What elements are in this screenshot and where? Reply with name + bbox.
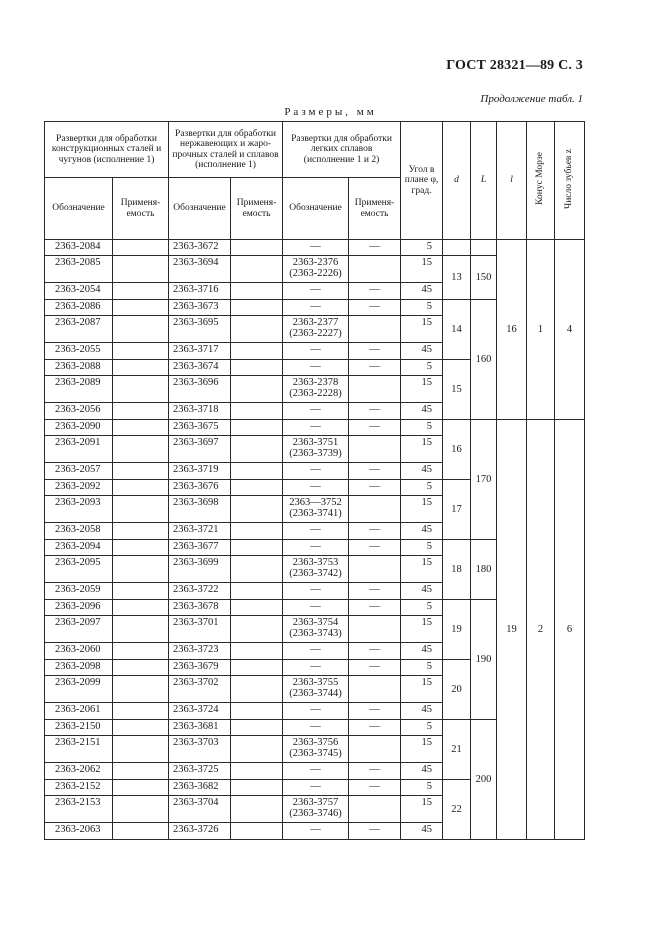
L-value-cell: 200 (471, 720, 497, 840)
morse-taper-header (527, 122, 555, 240)
applicability-structural-cell (113, 720, 169, 736)
designation-light-alloy-cell (283, 583, 349, 600)
angle-cell: 45 (401, 343, 443, 360)
designation-light-alloy: 2363-3754 (292, 617, 339, 628)
designation-light-alloy: — (310, 661, 321, 672)
designation-structural-cell: 2363-2062 (45, 763, 113, 780)
applicability-stainless-cell (231, 343, 283, 360)
applicability-structural-cell (113, 480, 169, 496)
sub-header-designation-1: Обозначение (45, 178, 113, 240)
applicability-light-alloy-cell: — (349, 720, 401, 736)
applicability-stainless-cell (231, 496, 283, 523)
designation-structural-cell: 2363-2061 (45, 703, 113, 720)
d-value-cell: 14 (443, 300, 471, 360)
applicability-stainless-cell (231, 256, 283, 283)
d-value-cell: 22 (443, 780, 471, 840)
applicability-light-alloy-cell (349, 616, 401, 643)
applicability-stainless-cell (231, 480, 283, 496)
applicability-light-alloy-cell: — (349, 283, 401, 300)
applicability-structural-cell (113, 300, 169, 316)
L-value-cell: 180 (471, 540, 497, 600)
designation-light-alloy-cell (283, 436, 349, 463)
angle-cell: 45 (401, 823, 443, 840)
angle-cell: 15 (401, 796, 443, 823)
designation-light-alloy: — (310, 404, 321, 415)
angle-cell: 45 (401, 403, 443, 420)
angle-cell: 45 (401, 523, 443, 540)
applicability-structural-cell (113, 496, 169, 523)
d-header: d (443, 122, 471, 240)
designation-stainless-cell: 2363-3676 (169, 480, 231, 496)
applicability-light-alloy-cell: — (349, 403, 401, 420)
group-header-stainless-steel: Развертки для обработки нержавеющих и жаро-прочных сталей и сплавов (исполнение 1) (169, 122, 283, 178)
designation-stainless-cell: 2363-3726 (169, 823, 231, 840)
designation-stainless-cell: 2363-3702 (169, 676, 231, 703)
designation-light-alloy-cell (283, 283, 349, 300)
designation-light-alloy: — (310, 361, 321, 372)
angle-cell: 5 (401, 720, 443, 736)
table-row (45, 420, 585, 436)
designation-stainless-cell: 2363-3698 (169, 496, 231, 523)
designation-light-alloy: 2363-3757 (292, 797, 339, 808)
angle-cell: 5 (401, 540, 443, 556)
applicability-stainless-cell (231, 240, 283, 256)
applicability-light-alloy-cell (349, 676, 401, 703)
dimensions-caption: Размеры, мм (284, 106, 377, 118)
designation-light-alloy-cell (283, 660, 349, 676)
designation-light-alloy: — (310, 584, 321, 595)
designation-stainless-cell: 2363-3696 (169, 376, 231, 403)
designation-light-alloy-alt: (2363-3741) (289, 508, 342, 519)
designation-stainless-cell: 2363-3694 (169, 256, 231, 283)
designation-light-alloy-alt: (2363-3739) (289, 448, 342, 459)
applicability-stainless-cell (231, 660, 283, 676)
angle-cell: 15 (401, 736, 443, 763)
applicability-structural-cell (113, 643, 169, 660)
angle-cell: 5 (401, 420, 443, 436)
L-value-cell: 170 (471, 420, 497, 540)
designation-stainless-cell: 2363-3675 (169, 420, 231, 436)
designation-light-alloy-cell (283, 523, 349, 540)
L-empty-cell (471, 240, 497, 256)
L-value-cell: 190 (471, 600, 497, 720)
designation-stainless-cell: 2363-3718 (169, 403, 231, 420)
designation-light-alloy-alt: (2363-3746) (289, 808, 342, 819)
morse-taper-cell: 2 (527, 420, 555, 840)
applicability-structural-cell (113, 616, 169, 643)
applicability-stainless-cell (231, 300, 283, 316)
designation-light-alloy-alt: (2363-2226) (289, 268, 342, 279)
designation-light-alloy-cell (283, 300, 349, 316)
designation-structural-cell: 2363-2151 (45, 736, 113, 763)
designation-structural-cell: 2363-2090 (45, 420, 113, 436)
designation-light-alloy-cell (283, 256, 349, 283)
designation-light-alloy: — (310, 344, 321, 355)
applicability-structural-cell (113, 823, 169, 840)
designation-structural-cell: 2363-2095 (45, 556, 113, 583)
applicability-light-alloy-cell: — (349, 420, 401, 436)
applicability-structural-cell (113, 360, 169, 376)
angle-cell: 15 (401, 556, 443, 583)
L-header: L (471, 122, 497, 240)
designation-light-alloy-cell (283, 720, 349, 736)
d-value-cell: 16 (443, 420, 471, 480)
designation-structural-cell: 2363-2086 (45, 300, 113, 316)
designation-light-alloy: 2363-3753 (292, 557, 339, 568)
angle-cell: 15 (401, 496, 443, 523)
d-value-cell: 18 (443, 540, 471, 600)
angle-cell: 5 (401, 600, 443, 616)
applicability-light-alloy-cell: — (349, 660, 401, 676)
designation-light-alloy-cell (283, 360, 349, 376)
designation-light-alloy-cell (283, 376, 349, 403)
angle-cell: 15 (401, 256, 443, 283)
angle-header: Угол в плане φ, град. (401, 122, 443, 240)
designation-light-alloy-cell (283, 240, 349, 256)
designation-stainless-cell: 2363-3725 (169, 763, 231, 780)
designation-structural-cell: 2363-2092 (45, 480, 113, 496)
applicability-light-alloy-cell: — (349, 643, 401, 660)
designation-structural-cell: 2363-2152 (45, 780, 113, 796)
designation-light-alloy: — (310, 644, 321, 655)
applicability-light-alloy-cell (349, 736, 401, 763)
applicability-structural-cell (113, 796, 169, 823)
designation-light-alloy: 2363—3752 (289, 497, 342, 508)
designation-light-alloy-cell (283, 703, 349, 720)
designation-light-alloy: 2363-3751 (292, 437, 339, 448)
applicability-stainless-cell (231, 736, 283, 763)
applicability-structural-cell (113, 676, 169, 703)
designation-light-alloy: — (310, 421, 321, 432)
designation-light-alloy-cell (283, 316, 349, 343)
teeth-count-header-text: Число зубьев z (564, 148, 575, 209)
designation-light-alloy-cell (283, 736, 349, 763)
d-value-cell: 20 (443, 660, 471, 720)
designation-light-alloy-cell (283, 600, 349, 616)
applicability-structural-cell (113, 780, 169, 796)
applicability-stainless-cell (231, 523, 283, 540)
designation-light-alloy-alt: (2363-3742) (289, 568, 342, 579)
applicability-stainless-cell (231, 540, 283, 556)
designation-light-alloy-cell (283, 540, 349, 556)
designation-stainless-cell: 2363-3701 (169, 616, 231, 643)
d-value-cell: 21 (443, 720, 471, 780)
applicability-structural-cell (113, 316, 169, 343)
applicability-structural-cell (113, 763, 169, 780)
designation-light-alloy-cell (283, 463, 349, 480)
applicability-light-alloy-cell (349, 256, 401, 283)
designation-stainless-cell: 2363-3673 (169, 300, 231, 316)
designation-stainless-cell: 2363-3699 (169, 556, 231, 583)
angle-cell: 5 (401, 780, 443, 796)
applicability-structural-cell (113, 600, 169, 616)
applicability-light-alloy-cell (349, 796, 401, 823)
applicability-stainless-cell (231, 420, 283, 436)
designation-stainless-cell: 2363-3674 (169, 360, 231, 376)
applicability-light-alloy-cell (349, 316, 401, 343)
applicability-stainless-cell (231, 616, 283, 643)
designation-structural-cell: 2363-2085 (45, 256, 113, 283)
designation-light-alloy: — (310, 764, 321, 775)
designation-light-alloy-cell (283, 343, 349, 360)
designation-structural-cell: 2363-2058 (45, 523, 113, 540)
applicability-stainless-cell (231, 676, 283, 703)
applicability-structural-cell (113, 736, 169, 763)
designation-stainless-cell: 2363-3697 (169, 436, 231, 463)
applicability-structural-cell (113, 660, 169, 676)
designation-stainless-cell: 2363-3722 (169, 583, 231, 600)
designation-structural-cell: 2363-2056 (45, 403, 113, 420)
teeth-count-cell: 6 (555, 420, 585, 840)
applicability-light-alloy-cell (349, 376, 401, 403)
designation-structural-cell: 2363-2099 (45, 676, 113, 703)
designation-light-alloy-cell (283, 763, 349, 780)
designation-structural-cell: 2363-2093 (45, 496, 113, 523)
sub-header-applicability-2: Применя-емость (231, 178, 283, 240)
applicability-light-alloy-cell: — (349, 703, 401, 720)
designation-light-alloy-cell (283, 616, 349, 643)
designation-stainless-cell: 2363-3716 (169, 283, 231, 300)
applicability-light-alloy-cell: — (349, 763, 401, 780)
designation-stainless-cell: 2363-3677 (169, 540, 231, 556)
designation-structural-cell: 2363-2153 (45, 796, 113, 823)
designation-structural-cell: 2363-2054 (45, 283, 113, 300)
sub-header-applicability-1: Применя-емость (113, 178, 169, 240)
designation-stainless-cell: 2363-3717 (169, 343, 231, 360)
applicability-structural-cell (113, 540, 169, 556)
applicability-stainless-cell (231, 360, 283, 376)
designation-light-alloy-cell (283, 556, 349, 583)
angle-cell: 15 (401, 316, 443, 343)
applicability-stainless-cell (231, 703, 283, 720)
angle-cell: 45 (401, 463, 443, 480)
designation-light-alloy: 2363-3756 (292, 737, 339, 748)
applicability-structural-cell (113, 256, 169, 283)
designation-stainless-cell: 2363-3724 (169, 703, 231, 720)
morse-taper-header-text: Конус Морзе (535, 152, 546, 206)
applicability-stainless-cell (231, 403, 283, 420)
designation-light-alloy: — (310, 541, 321, 552)
applicability-stainless-cell (231, 763, 283, 780)
applicability-light-alloy-cell: — (349, 823, 401, 840)
group-header-light-alloys: Развертки для обработки легких сплавов (исполнение 1 и 2) (283, 122, 401, 178)
angle-cell: 5 (401, 660, 443, 676)
applicability-light-alloy-cell: — (349, 780, 401, 796)
table-body (45, 240, 585, 840)
designation-light-alloy-alt: (2363-2228) (289, 388, 342, 399)
designation-structural-cell: 2363-2057 (45, 463, 113, 480)
designation-light-alloy: — (310, 284, 321, 295)
angle-cell: 5 (401, 300, 443, 316)
designation-light-alloy-alt: (2363-3743) (289, 628, 342, 639)
l-header: l (497, 122, 527, 240)
designation-structural-cell: 2363-2098 (45, 660, 113, 676)
applicability-structural-cell (113, 240, 169, 256)
designation-structural-cell: 2363-2089 (45, 376, 113, 403)
designation-light-alloy-alt: (2363-3745) (289, 748, 342, 759)
designation-structural-cell: 2363-2063 (45, 823, 113, 840)
applicability-stainless-cell (231, 780, 283, 796)
page-header: ГОСТ 28321—89 С. 3 (446, 58, 583, 73)
designation-light-alloy-alt: (2363-3744) (289, 688, 342, 699)
d-value-cell: 19 (443, 600, 471, 660)
angle-cell: 45 (401, 583, 443, 600)
angle-cell: 5 (401, 360, 443, 376)
designation-light-alloy: — (310, 704, 321, 715)
angle-cell: 5 (401, 240, 443, 256)
table-continuation-label: Продолжение табл. 1 (480, 93, 583, 105)
applicability-structural-cell (113, 436, 169, 463)
designation-light-alloy-cell (283, 480, 349, 496)
d-empty-cell (443, 240, 471, 256)
teeth-count-cell: 4 (555, 240, 585, 420)
applicability-structural-cell (113, 703, 169, 720)
applicability-light-alloy-cell: — (349, 523, 401, 540)
angle-cell: 5 (401, 480, 443, 496)
d-value-cell: 13 (443, 256, 471, 300)
designation-structural-cell: 2363-2096 (45, 600, 113, 616)
applicability-stainless-cell (231, 823, 283, 840)
designation-light-alloy: — (310, 464, 321, 475)
designation-light-alloy-cell (283, 496, 349, 523)
d-value-cell: 17 (443, 480, 471, 540)
designation-stainless-cell: 2363-3704 (169, 796, 231, 823)
applicability-stainless-cell (231, 376, 283, 403)
designation-light-alloy-cell (283, 676, 349, 703)
designation-stainless-cell: 2363-3721 (169, 523, 231, 540)
applicability-light-alloy-cell (349, 496, 401, 523)
d-value-cell: 15 (443, 360, 471, 420)
designation-stainless-cell: 2363-3703 (169, 736, 231, 763)
applicability-stainless-cell (231, 796, 283, 823)
designation-light-alloy: — (310, 241, 321, 252)
applicability-light-alloy-cell: — (349, 600, 401, 616)
designation-stainless-cell: 2363-3672 (169, 240, 231, 256)
applicability-stainless-cell (231, 316, 283, 343)
angle-cell: 45 (401, 763, 443, 780)
applicability-stainless-cell (231, 720, 283, 736)
reamer-table (44, 121, 585, 840)
applicability-stainless-cell (231, 556, 283, 583)
applicability-structural-cell (113, 420, 169, 436)
applicability-light-alloy-cell (349, 436, 401, 463)
L-value-cell: 160 (471, 300, 497, 420)
designation-light-alloy-cell (283, 403, 349, 420)
applicability-light-alloy-cell: — (349, 240, 401, 256)
designation-light-alloy-cell (283, 823, 349, 840)
designation-structural-cell: 2363-2084 (45, 240, 113, 256)
designation-light-alloy: — (310, 301, 321, 312)
angle-cell: 45 (401, 703, 443, 720)
applicability-stainless-cell (231, 283, 283, 300)
designation-light-alloy: 2363-3755 (292, 677, 339, 688)
angle-cell: 45 (401, 643, 443, 660)
group-header-structural-steel: Развертки для обработки конструкционных сталей и чугунов (исполнение 1) (45, 122, 169, 178)
angle-cell: 15 (401, 436, 443, 463)
designation-stainless-cell: 2363-3723 (169, 643, 231, 660)
applicability-stainless-cell (231, 436, 283, 463)
angle-cell: 15 (401, 376, 443, 403)
designation-structural-cell: 2363-2094 (45, 540, 113, 556)
designation-structural-cell: 2363-2087 (45, 316, 113, 343)
designation-light-alloy: 2363-2378 (292, 377, 339, 388)
designation-structural-cell: 2363-2060 (45, 643, 113, 660)
applicability-stainless-cell (231, 583, 283, 600)
designation-light-alloy: — (310, 481, 321, 492)
applicability-structural-cell (113, 283, 169, 300)
applicability-light-alloy-cell: — (349, 583, 401, 600)
designation-light-alloy: 2363-2376 (292, 257, 339, 268)
designation-light-alloy-cell (283, 780, 349, 796)
table-row (45, 240, 585, 256)
angle-cell: 45 (401, 283, 443, 300)
l-value-cell: 16 (497, 240, 527, 420)
L-value-cell: 150 (471, 256, 497, 300)
designation-light-alloy: — (310, 601, 321, 612)
applicability-structural-cell (113, 583, 169, 600)
designation-light-alloy: 2363-2377 (292, 317, 339, 328)
sub-header-designation-3: Обозначение (283, 178, 349, 240)
designation-light-alloy: — (310, 781, 321, 792)
designation-stainless-cell: 2363-3719 (169, 463, 231, 480)
applicability-light-alloy-cell: — (349, 300, 401, 316)
applicability-structural-cell (113, 403, 169, 420)
designation-stainless-cell: 2363-3678 (169, 600, 231, 616)
designation-light-alloy-cell (283, 420, 349, 436)
applicability-light-alloy-cell: — (349, 360, 401, 376)
designation-light-alloy-cell (283, 796, 349, 823)
applicability-light-alloy-cell: — (349, 343, 401, 360)
applicability-light-alloy-cell: — (349, 480, 401, 496)
applicability-structural-cell (113, 523, 169, 540)
sub-header-applicability-3: Применя-емость (349, 178, 401, 240)
applicability-stainless-cell (231, 643, 283, 660)
applicability-structural-cell (113, 376, 169, 403)
designation-light-alloy: — (310, 721, 321, 732)
angle-cell: 15 (401, 676, 443, 703)
applicability-structural-cell (113, 463, 169, 480)
designation-structural-cell: 2363-2055 (45, 343, 113, 360)
designation-structural-cell: 2363-2150 (45, 720, 113, 736)
morse-taper-cell: 1 (527, 240, 555, 420)
designation-stainless-cell: 2363-3681 (169, 720, 231, 736)
designation-light-alloy-alt: (2363-2227) (289, 328, 342, 339)
applicability-light-alloy-cell: — (349, 463, 401, 480)
teeth-count-header (555, 122, 585, 240)
applicability-light-alloy-cell: — (349, 540, 401, 556)
designation-structural-cell: 2363-2097 (45, 616, 113, 643)
l-value-cell: 19 (497, 420, 527, 840)
designation-structural-cell: 2363-2059 (45, 583, 113, 600)
designation-structural-cell: 2363-2091 (45, 436, 113, 463)
applicability-structural-cell (113, 556, 169, 583)
designation-stainless-cell: 2363-3682 (169, 780, 231, 796)
designation-light-alloy: — (310, 524, 321, 535)
sub-header-designation-2: Обозначение (169, 178, 231, 240)
applicability-stainless-cell (231, 600, 283, 616)
designation-stainless-cell: 2363-3695 (169, 316, 231, 343)
applicability-structural-cell (113, 343, 169, 360)
designation-light-alloy: — (310, 824, 321, 835)
angle-cell: 15 (401, 616, 443, 643)
designation-structural-cell: 2363-2088 (45, 360, 113, 376)
applicability-stainless-cell (231, 463, 283, 480)
designation-light-alloy-cell (283, 643, 349, 660)
designation-stainless-cell: 2363-3679 (169, 660, 231, 676)
applicability-light-alloy-cell (349, 556, 401, 583)
